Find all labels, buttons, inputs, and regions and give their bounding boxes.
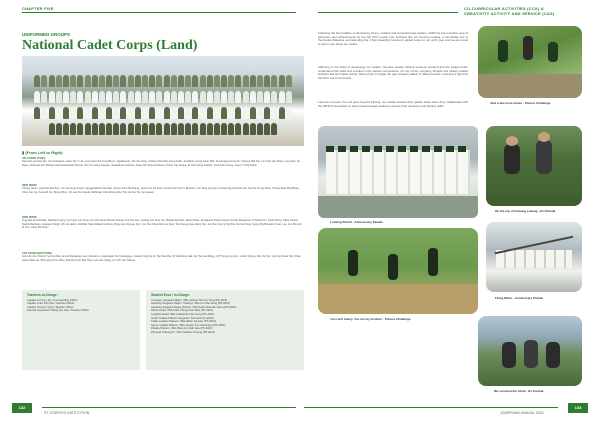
exco-line: Parade Platoon: 3SG Brian Lim Kah Hoe (PS 2021): [151, 327, 213, 331]
body-paragraph-1: Following the first tradition of developing strong, resilient and compassionate leaders, 2018 has been another year of adventure and achievements for the SJI NCC (Land) unit. Activities like our Gunung Ledang, a formidable trek in Peninsular Malaysia, and attending the 3 Star Awarding Ceremony added colour to our unit's year and we are proud to learn more about our cadets.: [318, 31, 468, 46]
row-label: 4TH ROW (TOP):: [22, 156, 46, 160]
row-names: Samuel Low Kuei Ern, Ho Changtian, Isaac Tan Yi Jie, Lee Kwan Kai Tung Binyit, Jagadeesan, Tan Sai Yang, Joshua Chia Mao Heng Keith, Jonathan Leong Guan Wei, Kumaragura Arumuh, Cheong Wai Tan, Lim Kah Hoe Brian, Leng Sen Jie Ryan, Chia Hao Zer Muhammad Farhanshah Farouk, Tan Tze Hung Keegan, Sasedaran Geethan, Adam Sil Chong Andrew, Tristan Yap Kuang, Er Kian Kong Gabriel, Yeoh Kah Chong, Jiang Yi Ying Kelvin: [22, 160, 300, 167]
exco-heading: Student Exco / In-Charge:: [151, 293, 190, 297]
fitness-challenge-photo: [318, 228, 478, 314]
teacher-line: Captain Lim Kyu Jie / Commanding Officer: [27, 298, 78, 302]
footer-text-left: ST JOSEPH'S INSTITUTION: [44, 411, 90, 415]
body-paragraph-3: Last but not least, the unit goes beyond training, our cadets showed their gentler sides when they collaborated with the WINGS association to help underprivileged students improve their numeracy and literacy skills.: [318, 100, 468, 108]
footer-rule-left: [42, 407, 296, 408]
photo-row-back: [22, 74, 304, 86]
teachers-heading: Teachers-In-Charge:: [27, 293, 58, 297]
header-right-line2: CREATIVITY ACTIVITY AND SERVICE (CAS): [464, 11, 555, 16]
names-row-1: [22, 252, 304, 262]
exco-line: Cadet Leaders Platoon: 3SG Ethan Ng Lian (PS 2021): [151, 320, 216, 324]
exco-line: Assisting Sergeant Major / Training: 3SG Lim Wei Hong (PS 2021): [151, 302, 230, 306]
row-label: 3RD ROW:: [22, 183, 38, 187]
caption-anniversary-left: Looking Smart! - Anniversary Parade: [330, 220, 383, 224]
teacher-line: Captain Colin Koh Wei / Teacher Officer: [27, 302, 75, 306]
names-row-4: [22, 157, 304, 167]
exco-line: Assisting Sergeant Major (Admin): 3SG Keith Chia Wei Heng (PS 2021): [151, 305, 237, 309]
climb-photo: [478, 316, 582, 386]
row-names: Cheng Yanan, Liew Kai Wei Ken, Lim Jia Hong Xavier, Vijayaprakash Karnikal, Jensen Kim Zhenhang, Justin Lim Jin Kuan, Daniel Koh Kai Yi, Brandon Yeo Tong Leng Ern Joshua Ng Kai Kwei Hin, Ng Kai Xu Ng Khan, Tristan Kiaw Wai Bryan, Chen Jun Jie, Kenneth Ho, Bryan Zhou, Oh Lee Kun Keefe, Mahzuan Izzat Zhang Wei, Sim Jie Kai Tan Jun Haoed: [22, 187, 300, 194]
anniversary-parade-photo: [318, 126, 478, 218]
exco-line: Logistics Head: 3SG Gabriel Er Kian Kong (PS 2021): [151, 312, 215, 316]
teacher-line: Captain Terence Yong / Teacher Officer: [27, 305, 74, 309]
footer-text-right: JOSEPHIAN ANNUAL 2018: [500, 411, 544, 415]
row-label: 1ST ROW (BOTTOM):: [22, 251, 53, 255]
header-rule-left: [22, 12, 296, 13]
photo-row-front: [22, 122, 304, 134]
exco-line: Senior Cadets Platoon: 3SG Jensen Kim Zhenhang (PS 2021): [151, 323, 226, 327]
row-label: 2ND ROW:: [22, 215, 38, 219]
footer-rule-right: [304, 407, 558, 408]
caption-heading: ▮ (From Left to Right): [22, 150, 63, 155]
exco-line: Junior Cadets Platoon Sergeant: Samuel Koh (2021): [151, 316, 214, 320]
exco-line: Physical Training IC: 3SG Caldwin Cheong (PS 2021): [151, 330, 215, 334]
photo-row-2: [22, 106, 304, 118]
names-row-2: [22, 216, 304, 230]
page-title: National Cadet Corps (Land): [22, 38, 198, 53]
chapter-label: CHAPTER FIVE: [22, 6, 54, 11]
caption-fitness: You can't heavy. You are my brother! - Fitness Challenge: [330, 317, 411, 321]
firing-rifles-photo: [486, 222, 582, 292]
exco-line: Admin Head: 3SG Kwei Chong Kian Wee (PS 2021): [151, 309, 214, 313]
row-names: Ong Wei Ze Nicholas, Raphael Leong Yip Kiyan Jun Hong, Ho Chin Heen Daniel Joshua, Teh Kai Jian, Joshua Lim Kuai Yee, Bhatia Samarth, Ethan Phua, Sundaresh Prabu Kumar, Rohan Rangaram, R Nurlan Izz, Keith Wong, Rahe Chiutix, Danial Redzuan, Jaskaran Singh, Zhi Jie Harris, Kolidhar Vasu Rakesh Anthony Pang Lan Jinyuan Sun, Jun Zhe Chua Wei Jun Sam, Tan Kheng Hwa, Elton Tan, Jun Kiat, Kenny Ng Wei Jun Kia Peng, Heng Zhu Brandon Yuan, Lee Jun Zhi Goh Zi Xun, Jiang Rui Ryan: [22, 219, 302, 230]
names-row-3: [22, 184, 304, 194]
teachers-box: [22, 290, 140, 370]
page-number-right: 133: [568, 403, 588, 413]
exco-box: [146, 290, 304, 370]
caption-climb: We survived the climb - Ex Puncak: [494, 389, 544, 393]
page-number-left: 132: [12, 403, 32, 413]
caption-top-right: Just a few more mines - Fitness Challenge: [490, 101, 551, 105]
photo-row-3: [22, 90, 304, 102]
exco-line: Company Sergeant Major: 3SG Joshua Tan Kai Yang (PS 2021): [151, 298, 228, 302]
header-right-line1: CO-CURRICULAR ACTIVITIES (CCA) &: [464, 6, 544, 11]
row-names: Goh Hui Jun, Vittorio Yeo Kai Wei, Arvind Rasiappa, Heon Denaro's, Goeiniapan Nk Chuanggua, Joseph Ong Kai Hi, Tan Wai Wei, Dr Kai Meng Hak, Cpl Tan Hai Wang, CPT Kong Jun Hon, Lt Eric Cheng, Wei Jie Tan, Ivan Ng Shuai Tian Chao, Jason Wah Ho, 3SG Asyraf Yeo Wee, Brandon Koh Wei Xian, Loh Han Xiang, Lim Zhi Yao Joshua: [22, 255, 302, 262]
body-paragraph-2: Adhering to the belief of developing our cadets, intensive weekly training sessions ensured that the cadets better understand their skills and excelled in the various competitions. On top of this, company, brigade and military-related activities like Nerf Wars during training help to bridge the gap between cadets of different levels, fostering a tight-knit SJI NCC Land community.: [318, 65, 468, 80]
caption-gunung: On the top of Gunung Ledang - Ex Puncak: [495, 209, 556, 213]
gunung-ledang-photo: [486, 126, 582, 206]
group-photo: [22, 56, 304, 146]
caption-firing: Firing Rifles - Anniversary Parade: [495, 296, 544, 300]
section-header-right: [464, 6, 584, 16]
header-rule-right: [318, 12, 458, 13]
fitness-top-photo: [478, 26, 582, 98]
section-label: UNIFORMED GROUPS: [22, 32, 71, 37]
teacher-line: Second Lieutenant Chang Jun Hee / Teacher Officer: [27, 309, 90, 313]
